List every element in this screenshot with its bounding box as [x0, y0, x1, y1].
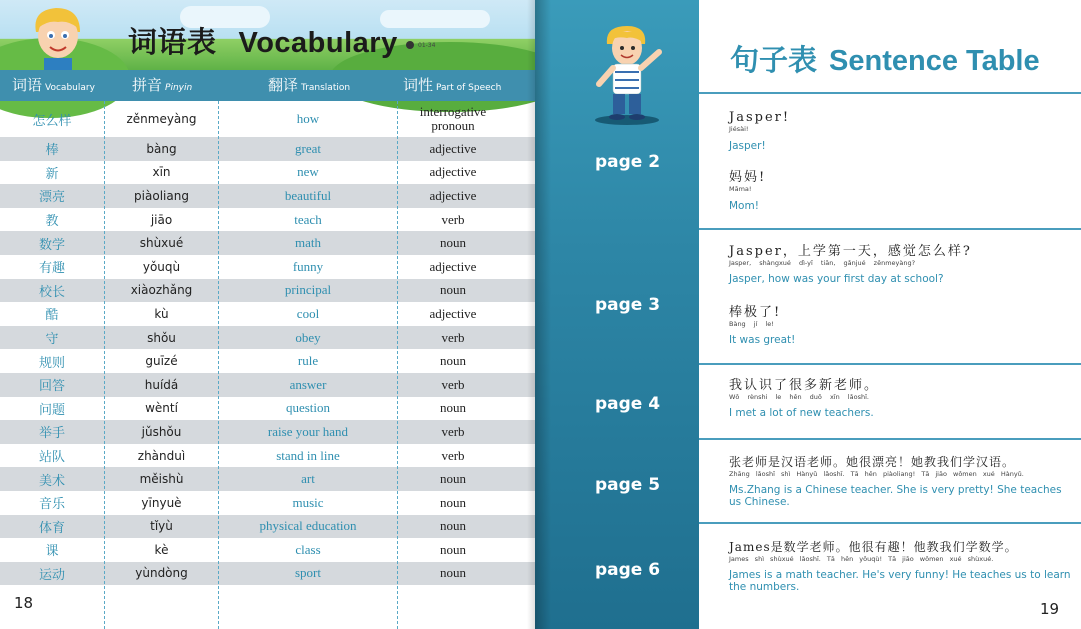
- section-divider: [699, 522, 1081, 524]
- vocab-part-of-speech-cell: interrogative pronoun: [419, 104, 487, 133]
- vocab-translation-cell: cool: [296, 305, 320, 321]
- section-divider: [699, 363, 1081, 365]
- section-divider: [699, 438, 1081, 440]
- vocab-part-of-speech-cell: noun: [440, 235, 466, 251]
- page-label-2: page 2: [595, 152, 661, 172]
- vocab-pinyin-cell: shùxué: [139, 236, 184, 251]
- vocab-translation-cell: math: [295, 235, 321, 251]
- table-row: [0, 101, 535, 137]
- column-header-part-of-speech: [403, 70, 501, 101]
- vocabulary-table-body: [0, 101, 535, 585]
- sentence-table-title-zh: 句子表: [730, 45, 818, 77]
- vocab-translation-cell: how: [296, 111, 320, 126]
- page-gutter-shadow: [527, 0, 535, 629]
- vocab-translation-cell: principal: [284, 282, 332, 298]
- page-number-right: 19: [1040, 600, 1060, 618]
- vocab-part-of-speech-cell: noun: [440, 400, 466, 416]
- table-row: [0, 279, 535, 303]
- vocab-pinyin-cell: kù: [154, 306, 169, 321]
- vocab-part-of-speech-cell: verb: [441, 329, 465, 345]
- vocab-part-of-speech-cell: noun: [440, 471, 466, 487]
- sentence-block: [729, 540, 1074, 593]
- vocab-word-cell: 怎么样: [32, 113, 72, 129]
- vocab-pinyin-cell: zhànduì: [137, 448, 186, 463]
- table-row: [0, 491, 535, 515]
- table-row: [0, 444, 535, 468]
- column-header-zh: 词语: [12, 76, 43, 94]
- vocab-part-of-speech-cell: noun: [440, 518, 466, 534]
- vocab-word-cell: 运动: [38, 567, 65, 583]
- sentence-chinese: 棒极了!: [729, 305, 782, 320]
- column-header-en: Translation: [301, 83, 351, 93]
- vocab-pinyin-cell: jiāo: [150, 212, 173, 227]
- vocab-word-cell: 举手: [38, 426, 65, 442]
- sentence-table-page: [535, 0, 1081, 629]
- vocab-part-of-speech-cell: noun: [440, 541, 466, 557]
- column-header-en: Vocabulary: [45, 83, 95, 93]
- sentence-chinese: Jasper，上学第一天，感觉怎么样?: [729, 244, 972, 259]
- table-row: [0, 326, 535, 350]
- page-label-5: page 5: [595, 475, 661, 495]
- sentence-pinyin: Jiésài!: [729, 125, 749, 133]
- vocabulary-page: [0, 0, 535, 629]
- sentence-english: I met a lot of new teachers.: [729, 407, 874, 419]
- sentence-english: Jasper!: [729, 140, 766, 152]
- vocab-word-cell: 课: [45, 544, 59, 560]
- vocab-word-cell: 规则: [38, 355, 65, 371]
- section-divider: [699, 92, 1081, 94]
- page-label-3: page 3: [595, 295, 661, 315]
- vocab-part-of-speech-cell: adjective: [429, 305, 477, 321]
- sentence-pinyin: Jasper, shàngxué dì-yī tiān, gǎnjué zěnmeyàng?: [729, 259, 916, 267]
- column-divider: [218, 101, 219, 629]
- sentence-chinese: 妈妈!: [729, 170, 767, 185]
- sentence-block: [729, 244, 1074, 285]
- page-number-left: 18: [14, 594, 34, 612]
- vocab-translation-cell: rule: [297, 353, 319, 369]
- vocab-pinyin-cell: kè: [154, 542, 169, 557]
- sentence-pinyin: Zhāng lǎoshī shì Hànyǔ lǎoshī. Tā hěn piàoliang! Tā jiāo wǒmen xué Hànyǔ.: [729, 470, 1024, 478]
- vocab-pinyin-cell: jǔshǒu: [141, 424, 182, 439]
- vocab-translation-cell: art: [301, 471, 315, 487]
- boy-mascot-icon: [22, 2, 94, 70]
- table-row: [0, 349, 535, 373]
- sentence-table-title: [730, 38, 1040, 79]
- page-label-4: page 4: [595, 394, 661, 414]
- vocab-translation-cell: new: [297, 164, 319, 180]
- vocab-translation-cell: question: [285, 400, 331, 416]
- vocabulary-title-en: Vocabulary: [238, 27, 398, 59]
- column-header-translation: [268, 70, 350, 101]
- vocab-part-of-speech-cell: noun: [440, 565, 466, 581]
- sentence-english: It was great!: [729, 334, 796, 346]
- audio-track-icon[interactable]: [406, 41, 414, 49]
- vocab-translation-cell: beautiful: [284, 187, 332, 203]
- sentence-block: [729, 110, 1074, 152]
- vocabulary-header-banner: [0, 0, 535, 70]
- vocab-word-cell: 守: [45, 332, 59, 348]
- vocab-word-cell: 漂亮: [38, 190, 65, 206]
- sentence-chinese: Jasper!: [729, 110, 791, 125]
- vocabulary-table-header: [0, 70, 535, 101]
- vocab-translation-cell: class: [295, 541, 321, 557]
- section-divider: [699, 228, 1081, 230]
- vocab-translation-cell: sport: [295, 565, 321, 581]
- vocab-word-cell: 棒: [45, 143, 59, 159]
- table-row: [0, 467, 535, 491]
- table-row: [0, 562, 535, 586]
- vocab-word-cell: 有趣: [38, 261, 65, 277]
- vocab-pinyin-cell: bàng: [146, 141, 177, 156]
- sentence-block: [729, 378, 1074, 419]
- table-row: [0, 161, 535, 185]
- vocab-word-cell: 回答: [38, 379, 65, 395]
- sentence-chinese: James是数学老师。他很有趣！他教我们学数学。: [729, 540, 1018, 554]
- column-header-zh: 翻译: [268, 76, 299, 94]
- vocab-translation-cell: answer: [289, 376, 327, 392]
- vocab-pinyin-cell: xīn: [152, 165, 171, 180]
- table-row: [0, 373, 535, 397]
- vocab-part-of-speech-cell: adjective: [429, 140, 477, 156]
- column-header-zh: 词性: [403, 76, 434, 94]
- column-header-zh: 拼音: [132, 76, 163, 94]
- sentence-block: [729, 455, 1074, 508]
- table-row: [0, 397, 535, 421]
- boy-mascot-icon: [585, 22, 669, 126]
- vocab-translation-cell: funny: [292, 258, 324, 274]
- page-label-6: page 6: [595, 560, 661, 580]
- vocab-pinyin-cell: yùndòng: [135, 566, 188, 581]
- vocab-word-cell: 数学: [38, 237, 65, 253]
- sentence-block: [729, 305, 1074, 346]
- table-row: [0, 538, 535, 562]
- table-row: [0, 184, 535, 208]
- vocab-part-of-speech-cell: noun: [440, 353, 466, 369]
- vocab-part-of-speech-cell: verb: [441, 447, 465, 463]
- table-row: [0, 208, 535, 232]
- vocab-part-of-speech-cell: verb: [441, 376, 465, 392]
- page-label-band: [535, 0, 699, 629]
- sentence-english: Jasper, how was your first day at school?: [729, 273, 944, 285]
- vocabulary-title-zh: 词语表: [128, 27, 217, 59]
- sentence-pinyin: Māma!: [729, 185, 752, 193]
- sentence-pinyin: Wǒ rènshi le hěn duō xīn lǎoshī.: [729, 393, 869, 401]
- vocab-part-of-speech-cell: verb: [441, 211, 465, 227]
- vocab-word-cell: 体育: [38, 520, 65, 536]
- sentence-chinese: 张老师是汉语老师。她很漂亮！她教我们学汉语。: [729, 455, 1016, 469]
- column-header-pinyin: [132, 70, 192, 101]
- sentence-english: Mom!: [729, 200, 759, 212]
- vocab-part-of-speech-cell: adjective: [429, 258, 477, 274]
- vocab-pinyin-cell: xiàozhǎng: [130, 283, 193, 298]
- vocabulary-title: [128, 20, 398, 61]
- sentence-pinyin: Bàng jí le!: [729, 320, 774, 328]
- vocab-part-of-speech-cell: verb: [441, 423, 465, 439]
- vocab-word-cell: 新: [45, 166, 59, 182]
- vocab-part-of-speech-cell: noun: [440, 494, 466, 510]
- sentence-pinyin: James shì shùxué lǎoshī. Tā hěn yǒuqù! Tā jiāo wǒmen xué shùxué.: [729, 555, 994, 563]
- table-row: [0, 231, 535, 255]
- vocab-pinyin-cell: zěnmeyàng: [126, 112, 197, 126]
- vocab-part-of-speech-cell: noun: [440, 282, 466, 298]
- vocab-translation-cell: stand in line: [276, 447, 340, 463]
- audio-track-code: 01-34: [418, 42, 436, 49]
- vocab-word-cell: 问题: [38, 402, 65, 418]
- vocab-word-cell: 校长: [38, 284, 65, 300]
- vocab-word-cell: 美术: [38, 473, 65, 489]
- vocab-translation-cell: physical education: [259, 518, 357, 534]
- sentence-english: James is a math teacher. He's very funny! He teaches us to learn the numbers.: [729, 569, 1071, 593]
- table-row: [0, 255, 535, 279]
- vocab-pinyin-cell: piàoliang: [134, 188, 189, 203]
- vocab-pinyin-cell: shǒu: [147, 330, 176, 345]
- table-row: [0, 420, 535, 444]
- vocab-pinyin-cell: tǐyù: [150, 519, 173, 534]
- sentence-block: [729, 170, 1074, 212]
- vocab-word-cell: 酷: [45, 308, 59, 324]
- vocab-pinyin-cell: guīzé: [145, 354, 178, 369]
- vocab-pinyin-cell: měishù: [139, 472, 184, 487]
- column-divider: [397, 101, 398, 629]
- vocab-translation-cell: great: [295, 140, 321, 156]
- band-shadow: [535, 0, 551, 629]
- vocab-part-of-speech-cell: adjective: [429, 164, 477, 180]
- column-header-en: Part of Speech: [436, 83, 502, 93]
- vocab-pinyin-cell: yīnyuè: [141, 495, 182, 510]
- column-header-en: Pinyin: [165, 83, 193, 93]
- table-row: [0, 137, 535, 161]
- vocab-pinyin-cell: wèntí: [145, 401, 178, 416]
- vocab-part-of-speech-cell: adjective: [429, 187, 477, 203]
- table-row: [0, 515, 535, 539]
- column-header-vocabulary: [12, 70, 95, 101]
- vocab-word-cell: 站队: [38, 450, 65, 466]
- sentence-table-title-en: Sentence Table: [829, 45, 1040, 77]
- vocab-pinyin-cell: huídá: [144, 377, 179, 392]
- vocab-pinyin-cell: yǒuqù: [142, 259, 181, 274]
- vocab-word-cell: 音乐: [38, 497, 65, 513]
- table-row: [0, 302, 535, 326]
- sentence-english: Ms.Zhang is a Chinese teacher. She is very pretty! She teaches us Chinese.: [729, 484, 1062, 508]
- vocab-translation-cell: raise your hand: [267, 423, 349, 439]
- vocab-translation-cell: obey: [295, 329, 321, 345]
- vocab-translation-cell: teach: [294, 211, 322, 227]
- vocab-word-cell: 教: [45, 214, 59, 230]
- vocab-translation-cell: music: [292, 494, 324, 510]
- sentence-chinese: 我认识了很多新老师。: [729, 378, 880, 393]
- column-divider: [104, 101, 105, 629]
